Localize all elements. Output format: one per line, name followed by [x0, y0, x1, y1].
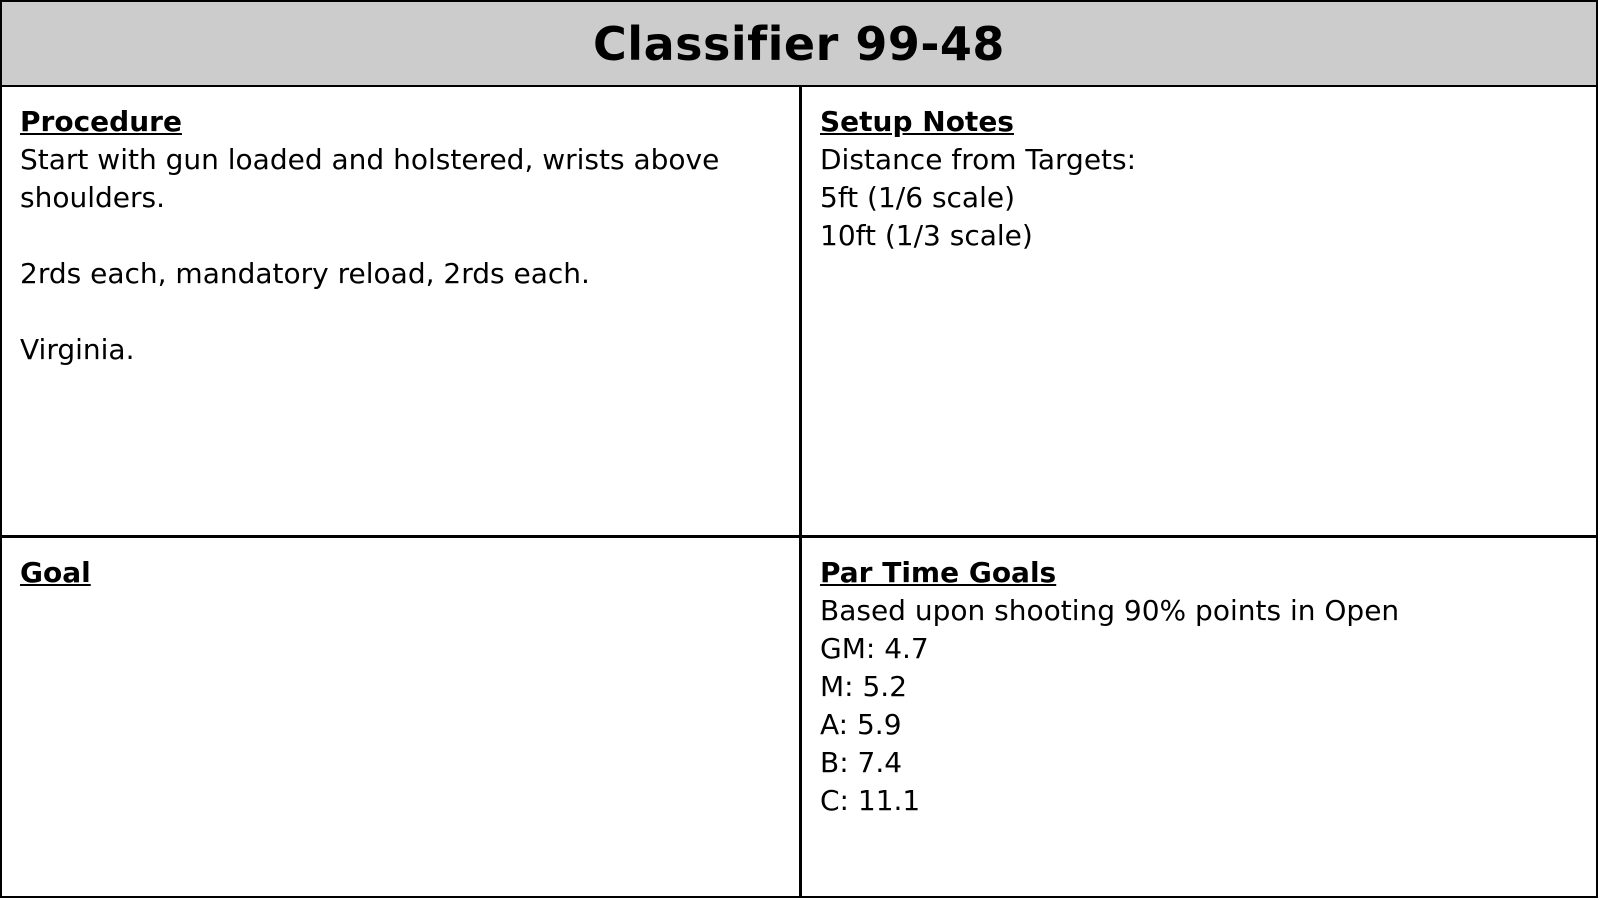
par-time-line: A: 5.9	[820, 708, 902, 741]
setup-notes-section	[802, 87, 1598, 535]
par-time-goals-heading: Par Time Goals	[820, 556, 1057, 589]
par-time-line: M: 5.2	[820, 670, 908, 703]
procedure-line	[20, 293, 799, 331]
procedure-line: 2rds each, mandatory reload, 2rds each.	[20, 257, 590, 290]
setup-notes-line: Distance from Targets:	[820, 143, 1137, 176]
page-title: Classifier 99-48	[593, 16, 1005, 71]
goal-section	[2, 538, 799, 898]
procedure-line: Start with gun loaded and holstered, wrists above shoulders.	[20, 143, 720, 214]
par-time-line: Based upon shooting 90% points in Open	[820, 594, 1400, 627]
procedure-line	[20, 217, 799, 255]
procedure-heading: Procedure	[20, 105, 182, 138]
title-bar	[2, 2, 1596, 87]
procedure-section	[2, 87, 799, 535]
procedure-line: Virginia.	[20, 333, 135, 366]
setup-notes-line: 5ft (1/6 scale)	[820, 181, 1016, 214]
setup-notes-line: 10ft (1/3 scale)	[820, 219, 1033, 252]
par-time-line: GM: 4.7	[820, 632, 929, 665]
par-time-line: C: 11.1	[820, 784, 921, 817]
setup-notes-heading: Setup Notes	[820, 105, 1014, 138]
par-time-line: B: 7.4	[820, 746, 903, 779]
goal-heading: Goal	[20, 556, 91, 589]
par-time-goals-section	[802, 538, 1598, 898]
